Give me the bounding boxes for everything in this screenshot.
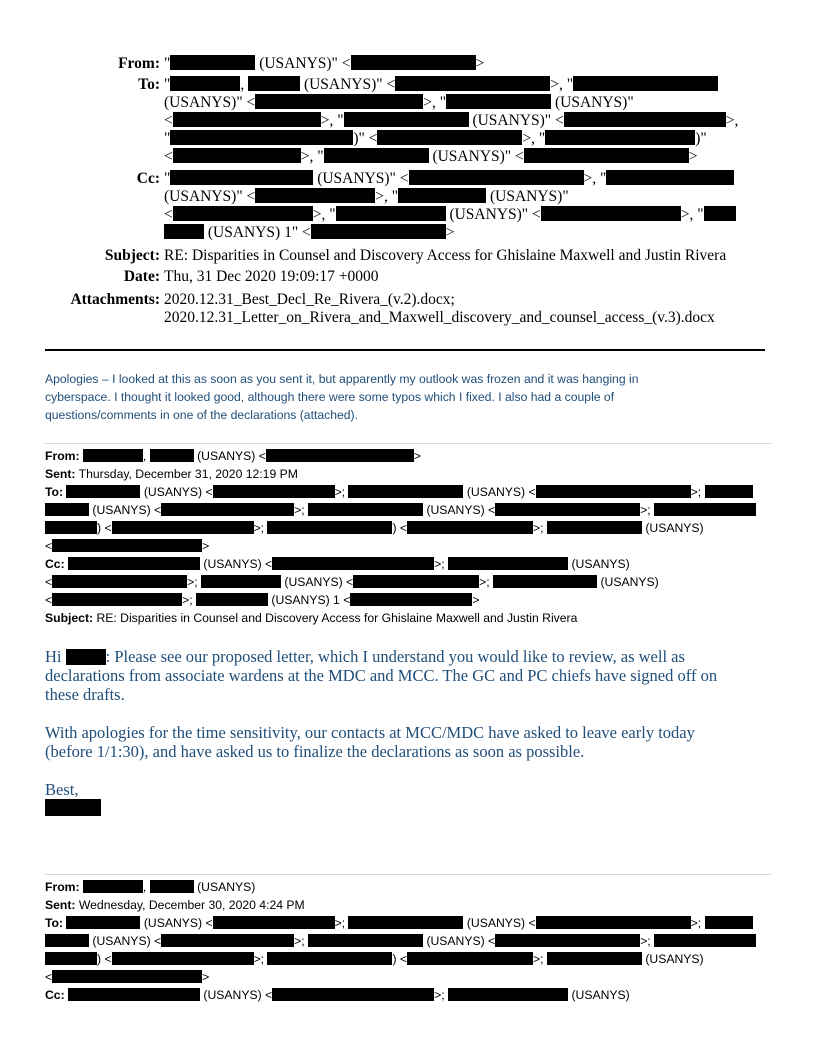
redaction bbox=[213, 485, 335, 498]
redaction bbox=[495, 934, 640, 947]
quote-divider bbox=[45, 874, 771, 875]
redaction bbox=[173, 148, 301, 163]
quoted-sent: Sent: Thursday, December 31, 2020 12:19 PM bbox=[45, 467, 298, 481]
redaction bbox=[267, 521, 392, 534]
quoted-cc-line: Cc: (USANYS) < >; (USANYS) bbox=[45, 557, 630, 571]
message-line: these drafts. bbox=[45, 685, 125, 704]
redaction bbox=[564, 112, 726, 127]
quoted-to-line: (USANYS) < >; (USANYS) < >; bbox=[45, 503, 756, 517]
redaction bbox=[704, 206, 736, 221]
attachments-label: Attachments: bbox=[70, 291, 160, 308]
redaction bbox=[324, 148, 429, 163]
redaction bbox=[524, 148, 689, 163]
redaction bbox=[654, 503, 756, 516]
redaction bbox=[196, 593, 268, 606]
redaction bbox=[541, 206, 681, 221]
redaction bbox=[66, 916, 140, 929]
redaction bbox=[173, 206, 313, 221]
redaction bbox=[164, 224, 204, 239]
redaction bbox=[351, 55, 476, 70]
redaction bbox=[112, 521, 254, 534]
redaction bbox=[353, 575, 479, 588]
redaction bbox=[161, 503, 294, 516]
attachment-item[interactable]: 2020.12.31_Letter_on_Rivera_and_Maxwell_discovery_and_counsel_access_(v.3).docx bbox=[164, 309, 715, 326]
attachment-item[interactable]: 2020.12.31_Best_Decl_Re_Rivera_(v.2).docx; bbox=[164, 291, 455, 308]
quoted-to-line: ) < >; ) < >; (USANYS) bbox=[45, 952, 704, 966]
redaction bbox=[66, 649, 106, 665]
message-line: With apologies for the time sensitivity, our contacts at MCC/MDC have asked to leave early today bbox=[45, 723, 695, 742]
redaction bbox=[308, 503, 423, 516]
subject-value: RE: Disparities in Counsel and Discovery Access for Ghislaine Maxwell and Justin Rivera bbox=[164, 247, 727, 264]
redaction bbox=[308, 934, 423, 947]
redaction bbox=[272, 557, 434, 570]
cc-line-1: " (USANYS)" < >, " bbox=[164, 170, 734, 188]
redaction bbox=[493, 575, 597, 588]
quoted-cc-line: < >; (USANYS) 1 < > bbox=[45, 593, 480, 607]
quoted-to-line: (USANYS) < >; (USANYS) < >; bbox=[45, 934, 756, 948]
redaction bbox=[446, 94, 551, 109]
redaction bbox=[547, 521, 642, 534]
reply-line: Apologies – I looked at this as soon as you sent it, but apparently my outlook was frozen and it was hanging in bbox=[45, 372, 639, 386]
date-label: Date: bbox=[123, 268, 160, 285]
redaction bbox=[83, 449, 143, 462]
redaction bbox=[150, 880, 194, 893]
redaction bbox=[150, 449, 194, 462]
redaction bbox=[344, 112, 469, 127]
quoted-to-line: To: (USANYS) < >; (USANYS) < >; bbox=[45, 916, 753, 930]
to-line-3: < >, " (USANYS)" < >, bbox=[164, 112, 739, 129]
redaction bbox=[573, 76, 718, 91]
redaction bbox=[705, 485, 753, 498]
redaction bbox=[201, 575, 281, 588]
cc-line-4: (USANYS) 1" < > bbox=[164, 224, 455, 242]
redaction bbox=[336, 206, 446, 221]
redaction bbox=[161, 934, 294, 947]
redaction bbox=[170, 76, 240, 91]
quoted-to-line: < > bbox=[45, 539, 210, 553]
message-signoff: Best, bbox=[45, 780, 79, 799]
redaction bbox=[536, 485, 691, 498]
quoted-sent: Sent: Wednesday, December 30, 2020 4:24 PM bbox=[45, 898, 305, 912]
redaction bbox=[170, 170, 313, 185]
redaction bbox=[398, 188, 486, 203]
subject-label: Subject: bbox=[104, 247, 160, 264]
redaction bbox=[407, 521, 533, 534]
redaction bbox=[348, 485, 463, 498]
reply-line: cyberspace. I thought it looked good, although there were some typos which I fixed. I also had a couple of bbox=[45, 390, 615, 404]
redaction bbox=[248, 76, 300, 91]
redaction bbox=[213, 916, 335, 929]
redaction bbox=[545, 130, 695, 145]
to-line-1: " , (USANYS)" < >, " bbox=[164, 76, 718, 94]
quote-divider bbox=[45, 443, 771, 444]
redaction bbox=[547, 952, 642, 965]
redaction bbox=[409, 170, 584, 185]
cc-line-3: < >, " (USANYS)" < >, " bbox=[164, 206, 736, 224]
redaction bbox=[654, 934, 756, 947]
redaction bbox=[112, 952, 254, 965]
redaction bbox=[272, 988, 434, 1001]
redaction bbox=[173, 112, 321, 127]
to-label: To: bbox=[138, 76, 160, 93]
redaction bbox=[536, 916, 691, 929]
quoted-from: From: , (USANYS) < > bbox=[45, 449, 421, 463]
reply-line: questions/comments in one of the declarations (attached). bbox=[45, 408, 358, 422]
redaction bbox=[495, 503, 640, 516]
redaction bbox=[170, 55, 255, 70]
to-line-5: < >, " (USANYS)" < > bbox=[164, 148, 698, 165]
redaction bbox=[45, 952, 97, 965]
redaction bbox=[66, 485, 140, 498]
date-value: Thu, 31 Dec 2020 19:09:17 +0000 bbox=[164, 268, 379, 285]
to-line-2: (USANYS)" < >, " (USANYS)" bbox=[164, 94, 634, 111]
redaction bbox=[68, 557, 200, 570]
from-value: " (USANYS)" < > bbox=[164, 55, 485, 72]
redaction bbox=[606, 170, 734, 185]
quoted-to-line: ) < >; ) < >; (USANYS) bbox=[45, 521, 704, 535]
quoted-to-line: < > bbox=[45, 970, 210, 984]
redaction bbox=[52, 539, 202, 552]
redaction bbox=[52, 593, 182, 606]
from-label: From: bbox=[118, 55, 160, 72]
redaction bbox=[395, 76, 550, 91]
redaction bbox=[52, 575, 187, 588]
redaction bbox=[267, 952, 392, 965]
quoted-from: From: , (USANYS) bbox=[45, 880, 256, 894]
redaction bbox=[266, 449, 414, 462]
redaction bbox=[448, 988, 568, 1001]
redaction bbox=[83, 880, 143, 893]
message-line: Hi : Please see our proposed letter, which I understand you would like to review, as well as bbox=[45, 647, 685, 666]
redaction bbox=[170, 130, 353, 145]
message-line: (before 1/1:30), and have asked us to finalize the declarations as soon as possible. bbox=[45, 742, 585, 761]
quoted-cc-line: Cc: (USANYS) < >; (USANYS) bbox=[45, 988, 630, 1002]
redaction bbox=[350, 593, 472, 606]
redaction bbox=[45, 934, 89, 947]
to-line-4: " )" < >, " )" bbox=[164, 130, 707, 147]
cc-line-2: (USANYS)" < >, " (USANYS)" bbox=[164, 188, 569, 205]
quoted-cc-line: < >; (USANYS) < >; (USANYS) bbox=[45, 575, 659, 589]
message-line: declarations from associate wardens at the MDC and MCC. The GC and PC chiefs have signed off on bbox=[45, 666, 718, 685]
redaction bbox=[255, 188, 375, 203]
redaction bbox=[45, 521, 97, 534]
quoted-to-line: To: (USANYS) < >; (USANYS) < >; bbox=[45, 485, 753, 499]
signature-redaction bbox=[45, 799, 101, 816]
redaction bbox=[311, 224, 446, 239]
quoted-subject: Subject: RE: Disparities in Counsel and Discovery Access for Ghislaine Maxwell and Justin Rivera bbox=[45, 611, 578, 625]
redaction bbox=[705, 916, 753, 929]
redaction bbox=[68, 988, 200, 1001]
redaction bbox=[448, 557, 568, 570]
header-divider bbox=[45, 349, 765, 351]
redaction bbox=[377, 130, 522, 145]
redaction bbox=[255, 94, 423, 109]
cc-label: Cc: bbox=[136, 170, 160, 187]
redaction bbox=[407, 952, 533, 965]
redaction bbox=[348, 916, 463, 929]
redaction bbox=[45, 503, 89, 516]
redaction bbox=[52, 970, 202, 983]
